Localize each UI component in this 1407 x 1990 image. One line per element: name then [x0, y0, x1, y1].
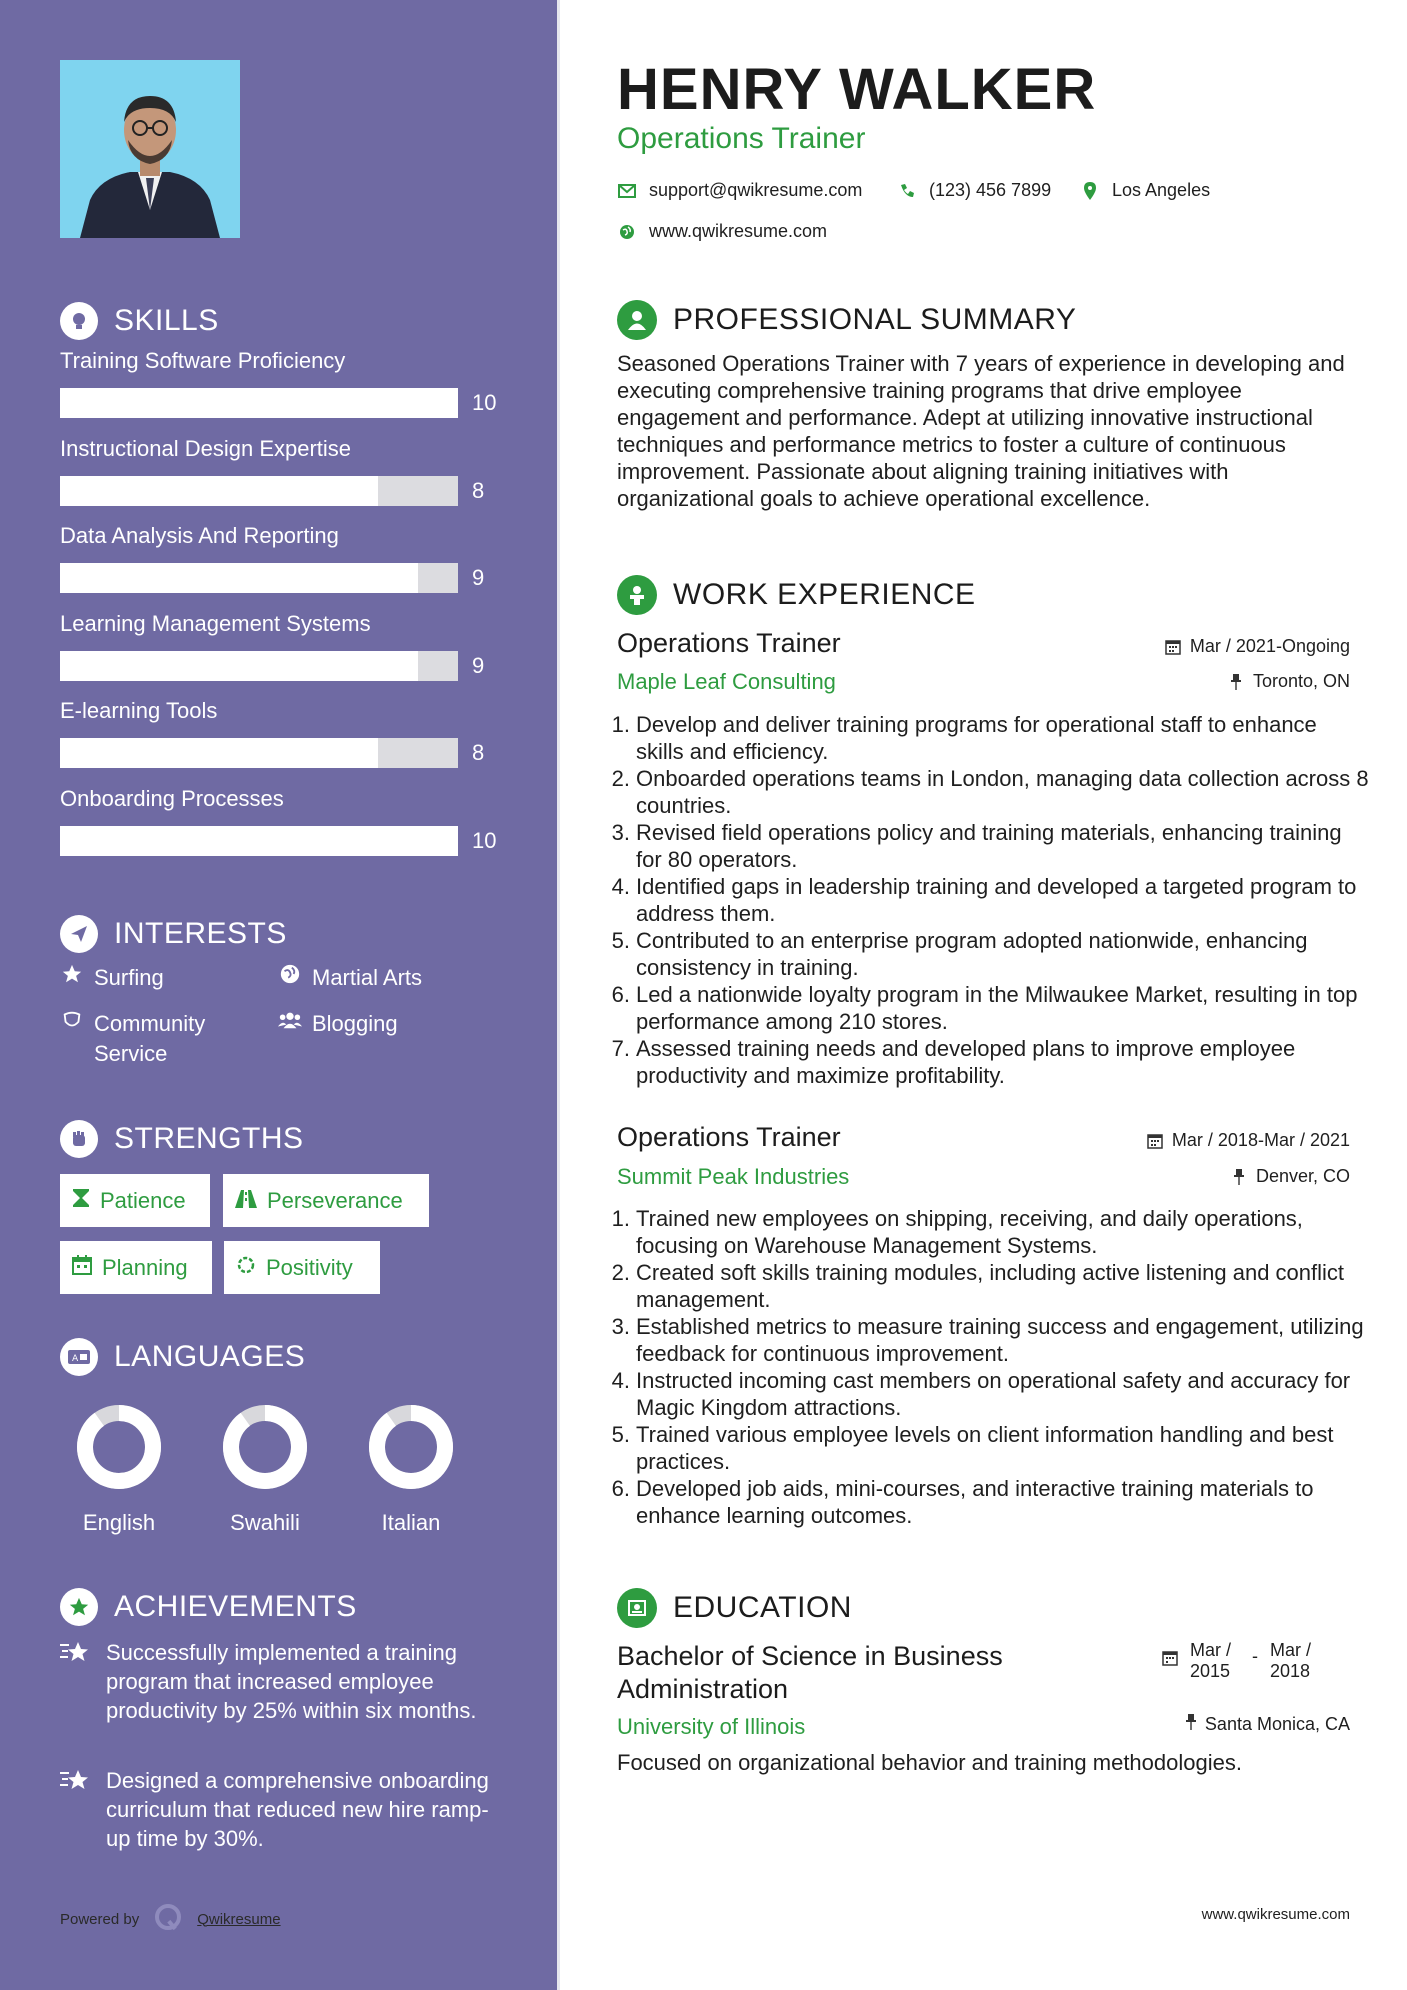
map-marker-icon — [1080, 182, 1100, 200]
duty-text: Onboarded operations teams in London, managing data collection across 8 countries. — [636, 766, 1369, 818]
skill-item — [60, 346, 500, 418]
education-degree: Bachelor of Science in Business Administration — [617, 1641, 1003, 1704]
pin-icon — [1230, 1169, 1248, 1185]
interests-heading — [60, 915, 287, 953]
duty-item — [610, 711, 1370, 765]
achievement-text: Designed a comprehensive onboarding curriculum that reduced new hire ramp-up time by 30%. — [106, 1768, 489, 1851]
lightbulb-icon — [60, 302, 98, 340]
strength-chip — [224, 1241, 380, 1294]
job-location — [1230, 1166, 1350, 1187]
duty-number: 6. — [611, 1476, 630, 1501]
language-item — [205, 1402, 325, 1536]
job-dates-text: Mar / 2018-Mar / 2021 — [1171, 1130, 1350, 1150]
shooting-star-icon — [60, 1766, 94, 1853]
globe-icon — [617, 224, 637, 240]
duty-item — [610, 819, 1370, 873]
svg-text:A: A — [72, 1354, 79, 1364]
interest-label: Surfing — [94, 965, 164, 990]
experience-heading-text: WORK EXPERIENCE — [673, 578, 976, 611]
job-title: Operations Trainer — [617, 628, 841, 658]
strength-label: Positivity — [266, 1254, 353, 1280]
duty-item — [610, 873, 1370, 927]
duty-number: 2. — [611, 766, 630, 791]
achievements-heading — [60, 1588, 357, 1626]
shooting-star-icon — [60, 1638, 94, 1725]
job-dates — [1164, 636, 1350, 657]
duty-item — [610, 1367, 1370, 1421]
candidate-title: Operations Trainer — [617, 122, 866, 155]
strength-label: Perseverance — [267, 1187, 403, 1213]
duty-text: Led a nationwide loyalty program in the Milwaukee Market, resulting in top performance among 210 stores. — [636, 982, 1358, 1034]
education-start: Mar / 2015 — [1190, 1640, 1232, 1681]
duty-text: Developed job aids, mini-courses, and interactive training materials to enhance learning outcomes. — [636, 1476, 1314, 1528]
skill-bar — [60, 738, 500, 768]
profile-photo — [60, 60, 240, 238]
duty-text: Instructed incoming cast members on operational safety and accuracy for Magic Kingdom attractions. — [636, 1368, 1351, 1420]
calendar-icon — [1146, 1133, 1164, 1149]
qwikresume-logo-icon — [153, 1902, 183, 1936]
skill-bar-fill — [60, 388, 458, 418]
skill-value: 9 — [472, 652, 485, 678]
qwikresume-link[interactable]: Qwikresume — [197, 1910, 281, 1928]
duty-text: Assessed training needs and developed plans to improve employee productivity and maximize profitability. — [636, 1036, 1296, 1088]
language-item — [351, 1402, 471, 1536]
skills-heading — [60, 302, 219, 340]
duty-number: 2. — [611, 1260, 630, 1285]
hourglass-icon — [72, 1188, 90, 1214]
skill-name: Learning Management Systems — [60, 610, 371, 636]
paper-plane-icon — [60, 915, 98, 953]
duty-item — [610, 1035, 1370, 1089]
pin-icon — [1185, 1714, 1197, 1735]
education-heading — [617, 1588, 852, 1628]
duty-item — [610, 981, 1370, 1035]
contact-email — [617, 180, 862, 201]
language-donut — [366, 1402, 456, 1492]
strength-label: Patience — [100, 1187, 186, 1213]
duty-item — [610, 1259, 1370, 1313]
skill-bar-fill — [60, 563, 418, 593]
duty-item — [610, 1475, 1370, 1529]
duty-text: Trained new employees on shipping, receiving, and daily operations, focusing on Warehouse Management Systems. — [636, 1206, 1303, 1258]
skill-item — [60, 696, 500, 768]
language-name: Italian — [381, 1510, 441, 1535]
donut-fill — [377, 1413, 445, 1481]
duty-text: Contributed to an enterprise program adopted nationwide, enhancing consistency in training. — [636, 928, 1308, 980]
summary-heading-text: PROFESSIONAL SUMMARY — [673, 303, 1077, 336]
education-heading-text: EDUCATION — [673, 1591, 852, 1624]
award-star-icon — [60, 1588, 98, 1626]
skill-value: 9 — [472, 565, 485, 591]
duty-text: Established metrics to measure training success and engagement, utilizing feedback for continuous improvement. — [636, 1314, 1364, 1366]
language-donut — [74, 1402, 164, 1492]
pin-icon — [1227, 674, 1245, 690]
summary-text: Seasoned Operations Trainer with 7 years of experience in developing and executing comprehensive training programs that drive employee engagement and performance. Adept at utilizing innovative instructional techniques and performance metrics to foster a culture of continuous improvement. Passionate about aligning training initiatives with organizational goals to achieve operational excellence. — [617, 351, 1345, 511]
languages-heading — [60, 1338, 305, 1376]
job-title: Operations Trainer — [617, 1122, 841, 1152]
fist-icon — [60, 1120, 98, 1158]
strengths-heading-text: STRENGTHS — [114, 1122, 304, 1155]
skill-bar-fill — [60, 651, 418, 681]
duty-text: Develop and deliver training programs for operational staff to enhance skills and efficiency. — [636, 712, 1317, 764]
language-icon — [60, 1338, 98, 1376]
skill-bar — [60, 826, 500, 856]
education-end: Mar / 2018 — [1270, 1640, 1312, 1681]
footer-website[interactable]: www.qwikresume.com — [1201, 1906, 1350, 1923]
skill-name: Training Software Proficiency — [60, 348, 346, 373]
achievements-heading-text: ACHIEVEMENTS — [114, 1590, 357, 1623]
job-dates-text: Mar / 2021-Ongoing — [1189, 636, 1350, 656]
languages-heading-text: LANGUAGES — [114, 1340, 306, 1373]
skill-value: 8 — [472, 477, 485, 503]
summary-heading — [617, 300, 1076, 340]
language-name: English — [82, 1510, 156, 1535]
user-icon — [617, 300, 657, 340]
skill-value: 8 — [472, 740, 485, 766]
website-text[interactable]: www.qwikresume.com — [649, 221, 828, 241]
phone-icon — [897, 183, 917, 199]
skill-item — [60, 784, 500, 856]
sidebar — [0, 0, 557, 1990]
duty-text: Identified gaps in leadership training and developed a targeted program to address them. — [636, 874, 1357, 926]
skill-bar-fill — [60, 476, 378, 506]
education-location — [1185, 1714, 1350, 1735]
job-duties-list — [610, 711, 1370, 1089]
contact-phone — [897, 180, 1051, 201]
duty-number: 7. — [611, 1036, 630, 1061]
duty-item — [610, 927, 1370, 981]
education-description: Focused on organizational behavior and training methodologies. — [617, 1750, 1242, 1775]
achievement-item — [60, 1766, 500, 1853]
achievement-item — [60, 1638, 500, 1725]
education-location-text: Santa Monica, CA — [1204, 1714, 1350, 1734]
email-text[interactable]: support@qwikresume.com — [649, 180, 863, 200]
strength-chip — [60, 1174, 210, 1227]
group-icon — [278, 1009, 302, 1039]
graduation-icon — [617, 1588, 657, 1628]
job-dates — [1146, 1130, 1350, 1151]
duty-item — [610, 1313, 1370, 1367]
duty-item — [610, 1205, 1370, 1259]
interest-item — [278, 1009, 398, 1039]
calendar-icon — [1162, 1650, 1178, 1682]
job-location-text: Toronto, ON — [1252, 671, 1350, 691]
interest-label: Martial Arts — [312, 965, 423, 990]
skill-bar — [60, 476, 500, 506]
powered-by — [60, 1902, 281, 1936]
road-icon — [235, 1188, 257, 1214]
skill-item — [60, 609, 500, 681]
achievement-text: Successfully implemented a training program that increased employee productivity by 25% within six months. — [106, 1640, 477, 1723]
main-content — [560, 0, 1407, 1990]
language-item — [59, 1402, 179, 1536]
job-location — [1227, 671, 1350, 692]
language-donut — [220, 1402, 310, 1492]
date-separator: - — [1252, 1646, 1258, 1666]
duty-number: 5. — [611, 1422, 630, 1447]
skill-item — [60, 521, 500, 593]
globe-icon — [278, 963, 302, 993]
skill-bar — [60, 651, 500, 681]
duty-number: 4. — [611, 874, 630, 899]
donut-fill — [231, 1413, 299, 1481]
skill-value: 10 — [472, 390, 497, 415]
skill-name: Data Analysis And Reporting — [60, 523, 339, 549]
calendar-icon — [1164, 639, 1182, 655]
skill-bar-fill — [60, 826, 458, 856]
contact-website — [617, 221, 827, 242]
interests-heading-text: INTERESTS — [114, 917, 287, 950]
skill-name: Instructional Design Expertise — [60, 435, 352, 461]
location-text: Los Angeles — [1112, 180, 1211, 200]
skills-heading-text: SKILLS — [114, 304, 219, 337]
shield-icon — [60, 1009, 84, 1069]
duty-text: Created soft skills training modules, including active listening and conflict management. — [636, 1260, 1345, 1312]
interest-label: Blogging — [312, 1011, 398, 1036]
skill-name: E-learning Tools — [60, 698, 218, 724]
duty-number: 6. — [611, 982, 630, 1007]
duty-number: 1. — [611, 1206, 630, 1231]
circle-notch-icon — [236, 1255, 256, 1281]
duty-number: 5. — [611, 928, 630, 953]
education-dates — [1162, 1640, 1320, 1682]
interest-item — [60, 963, 164, 993]
skill-item — [60, 434, 500, 506]
language-name: Swahili — [230, 1510, 300, 1535]
skill-value: 10 — [472, 828, 497, 853]
strength-chip — [60, 1241, 212, 1294]
duty-number: 1. — [611, 712, 630, 737]
donut-fill — [85, 1413, 153, 1481]
powered-by-text: Powered by — [60, 1910, 140, 1928]
calendar-icon — [72, 1255, 92, 1281]
duty-text: Trained various employee levels on client information handling and best practices. — [636, 1422, 1334, 1474]
job-duties-list — [610, 1205, 1370, 1529]
skill-bar — [60, 388, 500, 418]
strength-chip — [223, 1174, 429, 1227]
duty-text: Revised field operations policy and training materials, enhancing training for 80 operators. — [636, 820, 1342, 872]
interest-label: Community Service — [94, 1011, 206, 1066]
star-icon — [60, 963, 84, 993]
duty-number: 3. — [611, 1314, 630, 1339]
phone-text[interactable]: (123) 456 7899 — [929, 180, 1052, 200]
candidate-name: HENRY WALKER — [617, 57, 1097, 122]
duty-number: 4. — [611, 1368, 630, 1393]
skill-bar-fill — [60, 738, 378, 768]
interest-item — [278, 963, 422, 993]
job-company: Maple Leaf Consulting — [617, 669, 836, 694]
duty-item — [610, 1421, 1370, 1475]
job-company: Summit Peak Industries — [617, 1164, 850, 1189]
strength-label: Planning — [102, 1254, 188, 1280]
podium-icon — [617, 575, 657, 615]
envelope-icon — [617, 184, 637, 198]
contact-location — [1080, 180, 1210, 201]
experience-heading — [617, 575, 976, 615]
skill-name: Onboarding Processes — [60, 786, 284, 811]
strengths-heading — [60, 1120, 304, 1158]
duty-item — [610, 765, 1370, 819]
duty-number: 3. — [611, 820, 630, 845]
skill-bar — [60, 563, 500, 593]
job-location-text: Denver, CO — [1255, 1166, 1350, 1186]
interest-item — [60, 1009, 250, 1069]
education-school: University of Illinois — [617, 1714, 806, 1739]
